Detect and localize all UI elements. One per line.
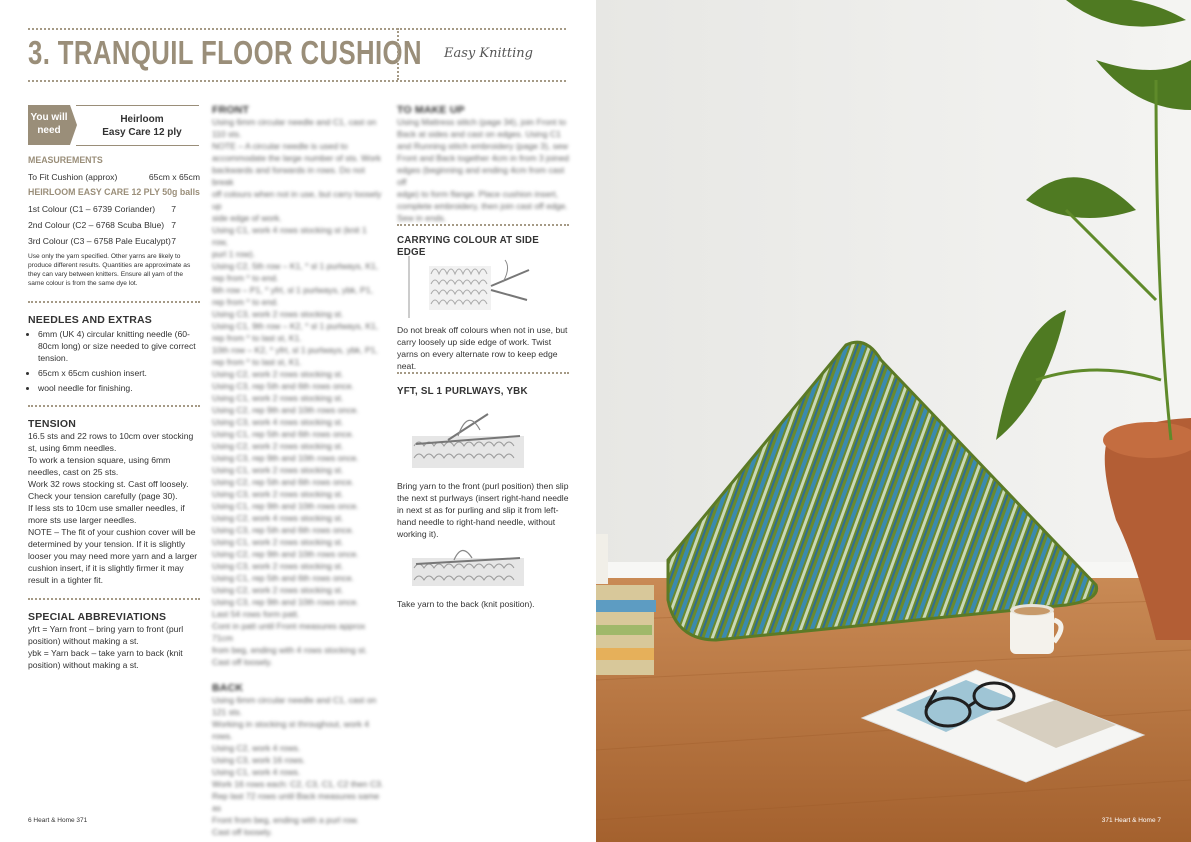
top-divider [28, 28, 566, 30]
instruction-line: Using C1, 9th row – K2, * sl 1 purlways, K1, [212, 321, 379, 331]
instruction-line: Last 54 rows form patt. [212, 609, 300, 619]
divider [397, 224, 569, 226]
instruction-line: Using C2, rep 9th and 10th rows once. [212, 405, 359, 415]
instruction-line: Using C1, rep 9th and 10th rows once. [212, 501, 359, 511]
needle-item: • 65cm x 65cm cushion insert. [38, 367, 200, 379]
divider [397, 372, 569, 374]
ybk-text: Take yarn to the back (knit position). [397, 599, 535, 609]
instruction-line: Using C3, work 4 rows stocking st. [212, 417, 344, 427]
needles-section [28, 314, 200, 397]
difficulty-label: Easy Knitting [444, 46, 533, 61]
abbreviations-section: SPECIAL ABBREVIATIONS yfrt = Yarn front – bring yarn to front (purl position) without making a st. ybk = Yarn back – take yarn to back (knit position) without making a st. [28, 611, 200, 671]
measurements-section [28, 154, 200, 288]
instruction-line: 110 sts. [212, 129, 242, 139]
instruction-line: Using C1, rep 5th and 6th rows once. [212, 573, 354, 583]
you-will-need-badge: You will need [28, 105, 70, 145]
instruction-line: Cast off loosely. [212, 827, 273, 837]
carrying-heading: CARRYING COLOUR AT SIDE EDGE [397, 235, 539, 258]
back-heading: BACK [212, 682, 244, 694]
instruction-line: purl 1 row). [212, 249, 255, 259]
colour-row: 1st Colour (C1 – 6739 Coriander) 7 [28, 204, 176, 214]
yarn-bottom-rule [76, 145, 199, 146]
instruction-line: from beg, ending with 4 rows stocking st. [212, 645, 368, 655]
instruction-line: Using C1, work 2 rows stocking st. [212, 465, 344, 475]
instruction-line: Front and Back together 4cm in from 3 joined [397, 153, 569, 163]
title-vertical-divider [397, 28, 399, 80]
tension-section: TENSION 16.5 sts and 22 rows to 10cm over stocking st, using 6mm needles. To work a tension square, using 6mm needles, cast on 25 sts. Work 32 rows stocking st. Cast off loosely. Check your tension carefully (page 30). If less sts to 10cm use smaller needles, if more sts use larger needles. NOTE – The fit of your cushion cover will be determined by your tension. If it is slightly looser you may need more yarn and a larger cushion insert, if it is slightly firmer it may result in a tighter fit. [28, 418, 200, 586]
instruction-line: rep from * to end. [212, 297, 279, 307]
instruction-line: Using Mattress stitch (page 34), join Front to [397, 117, 567, 127]
instruction-line: rep from * to end. [212, 273, 279, 283]
divider [28, 405, 200, 407]
make-up-heading: TO MAKE UP [397, 104, 465, 116]
yarn-top-rule [76, 105, 199, 106]
yarn-quantity-heading: HEIRLOOM EASY CARE 12 PLY 50g balls [28, 187, 200, 197]
instruction-line: edges (beginning and ending 4cm from cast off [397, 165, 565, 187]
instruction-line: Using C2, work 2 rows stocking st. [212, 441, 344, 451]
instruction-line: Rep last 72 rows until Back measures same as [212, 791, 380, 813]
instruction-line: Using C3, work 2 rows stocking st. [212, 489, 344, 499]
instruction-line: Using C3, rep 5th and 6th rows once. [212, 525, 354, 535]
measurement-row: To Fit Cushion (approx) 65cm x 65cm [28, 172, 200, 182]
needles-heading: NEEDLES AND EXTRAS [28, 314, 152, 326]
instruction-line: Using C3, rep 9th and 10th rows once. [212, 453, 359, 463]
instruction-line: Using C2, work 2 rows stocking st. [212, 369, 344, 379]
instruction-line: 121 sts. [212, 707, 243, 717]
front-section [212, 104, 384, 838]
instruction-line: off colours when not in use, but carry loosely up [212, 189, 382, 211]
carrying-text: Do not break off colours when not in use, but carry loosely up side edge of work. Twist yarns on every alternate row to keep edge neat. [397, 325, 568, 371]
abbreviations-heading: SPECIAL ABBREVIATIONS [28, 611, 167, 623]
yft-text: Bring yarn to the front (purl position) then slip the next st purlways (insert right-hand needle in next st as for purling and slip it from left-hand needle to right-hand needle, without working it). [397, 481, 569, 539]
instruction-line: Front from beg, ending with a purl row. [212, 815, 359, 825]
tension-heading: TENSION [28, 418, 77, 430]
instruction-line: Using C2, work 4 rows stocking st. [212, 513, 344, 523]
instruction-line: Work 16 rows each: C2, C3, C1, C2 then C3. [212, 779, 384, 789]
instruction-line: Using C3, work 2 rows stocking st. [212, 561, 344, 571]
instruction-line: edge) to form flange. Place cushion insert, [397, 189, 558, 199]
ybk-diagram [408, 542, 528, 590]
yarn-note: Use only the yarn specified. Other yarns are likely to produce different results. Quantities are approximate as they can vary between knitters. Ensure all yarn of the same colour is from the same dye lot. [28, 253, 191, 287]
title-bottom-divider [28, 80, 566, 82]
instruction-line: Using 6mm circular needle and C1, cast on [212, 117, 377, 127]
instruction-line: side edge of work. [212, 213, 282, 223]
carrying-colour-diagram [405, 256, 535, 320]
instruction-line: Using C1, work 4 rows. [212, 767, 301, 777]
instruction-line: Using C2, rep 9th and 10th rows once. [212, 549, 359, 559]
needle-item: • wool needle for finishing. [38, 382, 200, 394]
divider [28, 301, 200, 303]
photo-scene [596, 0, 1191, 842]
front-heading: FRONT [212, 104, 250, 116]
instruction-line: rep from * to last st, K1. [212, 333, 302, 343]
instruction-line: accommodate the large number of sts. Work [212, 153, 381, 163]
instruction-line: Cont in patt until Front measures approx 71cm [212, 621, 366, 643]
instruction-line: Using C2, work 2 rows stocking st. [212, 585, 344, 595]
instruction-line: Using C2, work 4 rows. [212, 743, 301, 753]
instruction-line: Using C3, work 16 rows. [212, 755, 306, 765]
yft-slip-diagram [408, 406, 528, 472]
divider [28, 598, 200, 600]
instruction-line: and Running stitch embroidery (page 3), sew [397, 141, 569, 151]
needle-item: • 6mm (UK 4) circular knitting needle (60-80cm long) or size needed to give correct tension. [38, 328, 200, 364]
instruction-line: Using 6mm circular needle and C1, cast on [212, 695, 377, 705]
page-footer-left: 6 Heart & Home 371 [28, 817, 88, 824]
badge-arrow [70, 105, 77, 145]
page-title: 3. TRANQUIL FLOOR CUSHION [28, 34, 422, 71]
instruction-line: 6th row – P1, * yfrt, sl 1 purlways, ybk, P1, [212, 285, 373, 295]
instruction-line: Using C3, work 2 rows stocking st. [212, 309, 344, 319]
instruction-line: Working in stocking st throughout, work 4 rows. [212, 719, 369, 741]
instruction-line: backwards and forwards in rows. Do not break [212, 165, 365, 187]
instruction-line: Using C2, 5th row – K1, * sl 1 purlways, K1, [212, 261, 379, 271]
instruction-line: Cast off loosely. [212, 657, 273, 667]
cushion-photo [596, 0, 1191, 842]
make-up-section [397, 104, 569, 224]
instruction-line: Using C1, rep 5th and 6th rows once. [212, 429, 354, 439]
yft-heading: YFT, SL 1 PURLWAYS, YBK [397, 386, 528, 397]
instruction-line: Sew in ends. [397, 213, 447, 223]
instruction-line: complete embroidery, then join cast off edge. [397, 201, 568, 211]
instruction-line: Using C1, work 2 rows stocking st. [212, 393, 344, 403]
page-footer-right: 371 Heart & Home 7 [1101, 817, 1161, 824]
instruction-line: Back at sides and cast on edges. Using C1 [397, 129, 561, 139]
instruction-line: Using C3, rep 5th and 6th rows once. [212, 381, 354, 391]
colour-row: 2nd Colour (C2 – 6768 Scuba Blue) 7 [28, 220, 176, 230]
instruction-line: Using C1, work 2 rows stocking st. [212, 537, 344, 547]
instruction-line: 10th row – K2, * yfrt, sl 1 purlways, ybk, P1, [212, 345, 378, 355]
instruction-line: rep from * to last st, K1. [212, 357, 302, 367]
measurements-heading: MEASUREMENTS [28, 155, 103, 165]
instruction-line: Using C2, rep 5th and 6th rows once. [212, 477, 354, 487]
colour-row: 3rd Colour (C3 – 6758 Pale Eucalypt) 7 [28, 236, 176, 246]
instruction-line: Using C3, rep 9th and 10th rows once. [212, 597, 359, 607]
yft-section [397, 386, 569, 398]
yarn-name: Heirloom Easy Care 12 ply [102, 114, 182, 138]
instruction-line: Using C1, work 4 rows stocking st (knit 1 row, [212, 225, 367, 247]
instruction-line: NOTE – A circular needle is used to [212, 141, 348, 151]
